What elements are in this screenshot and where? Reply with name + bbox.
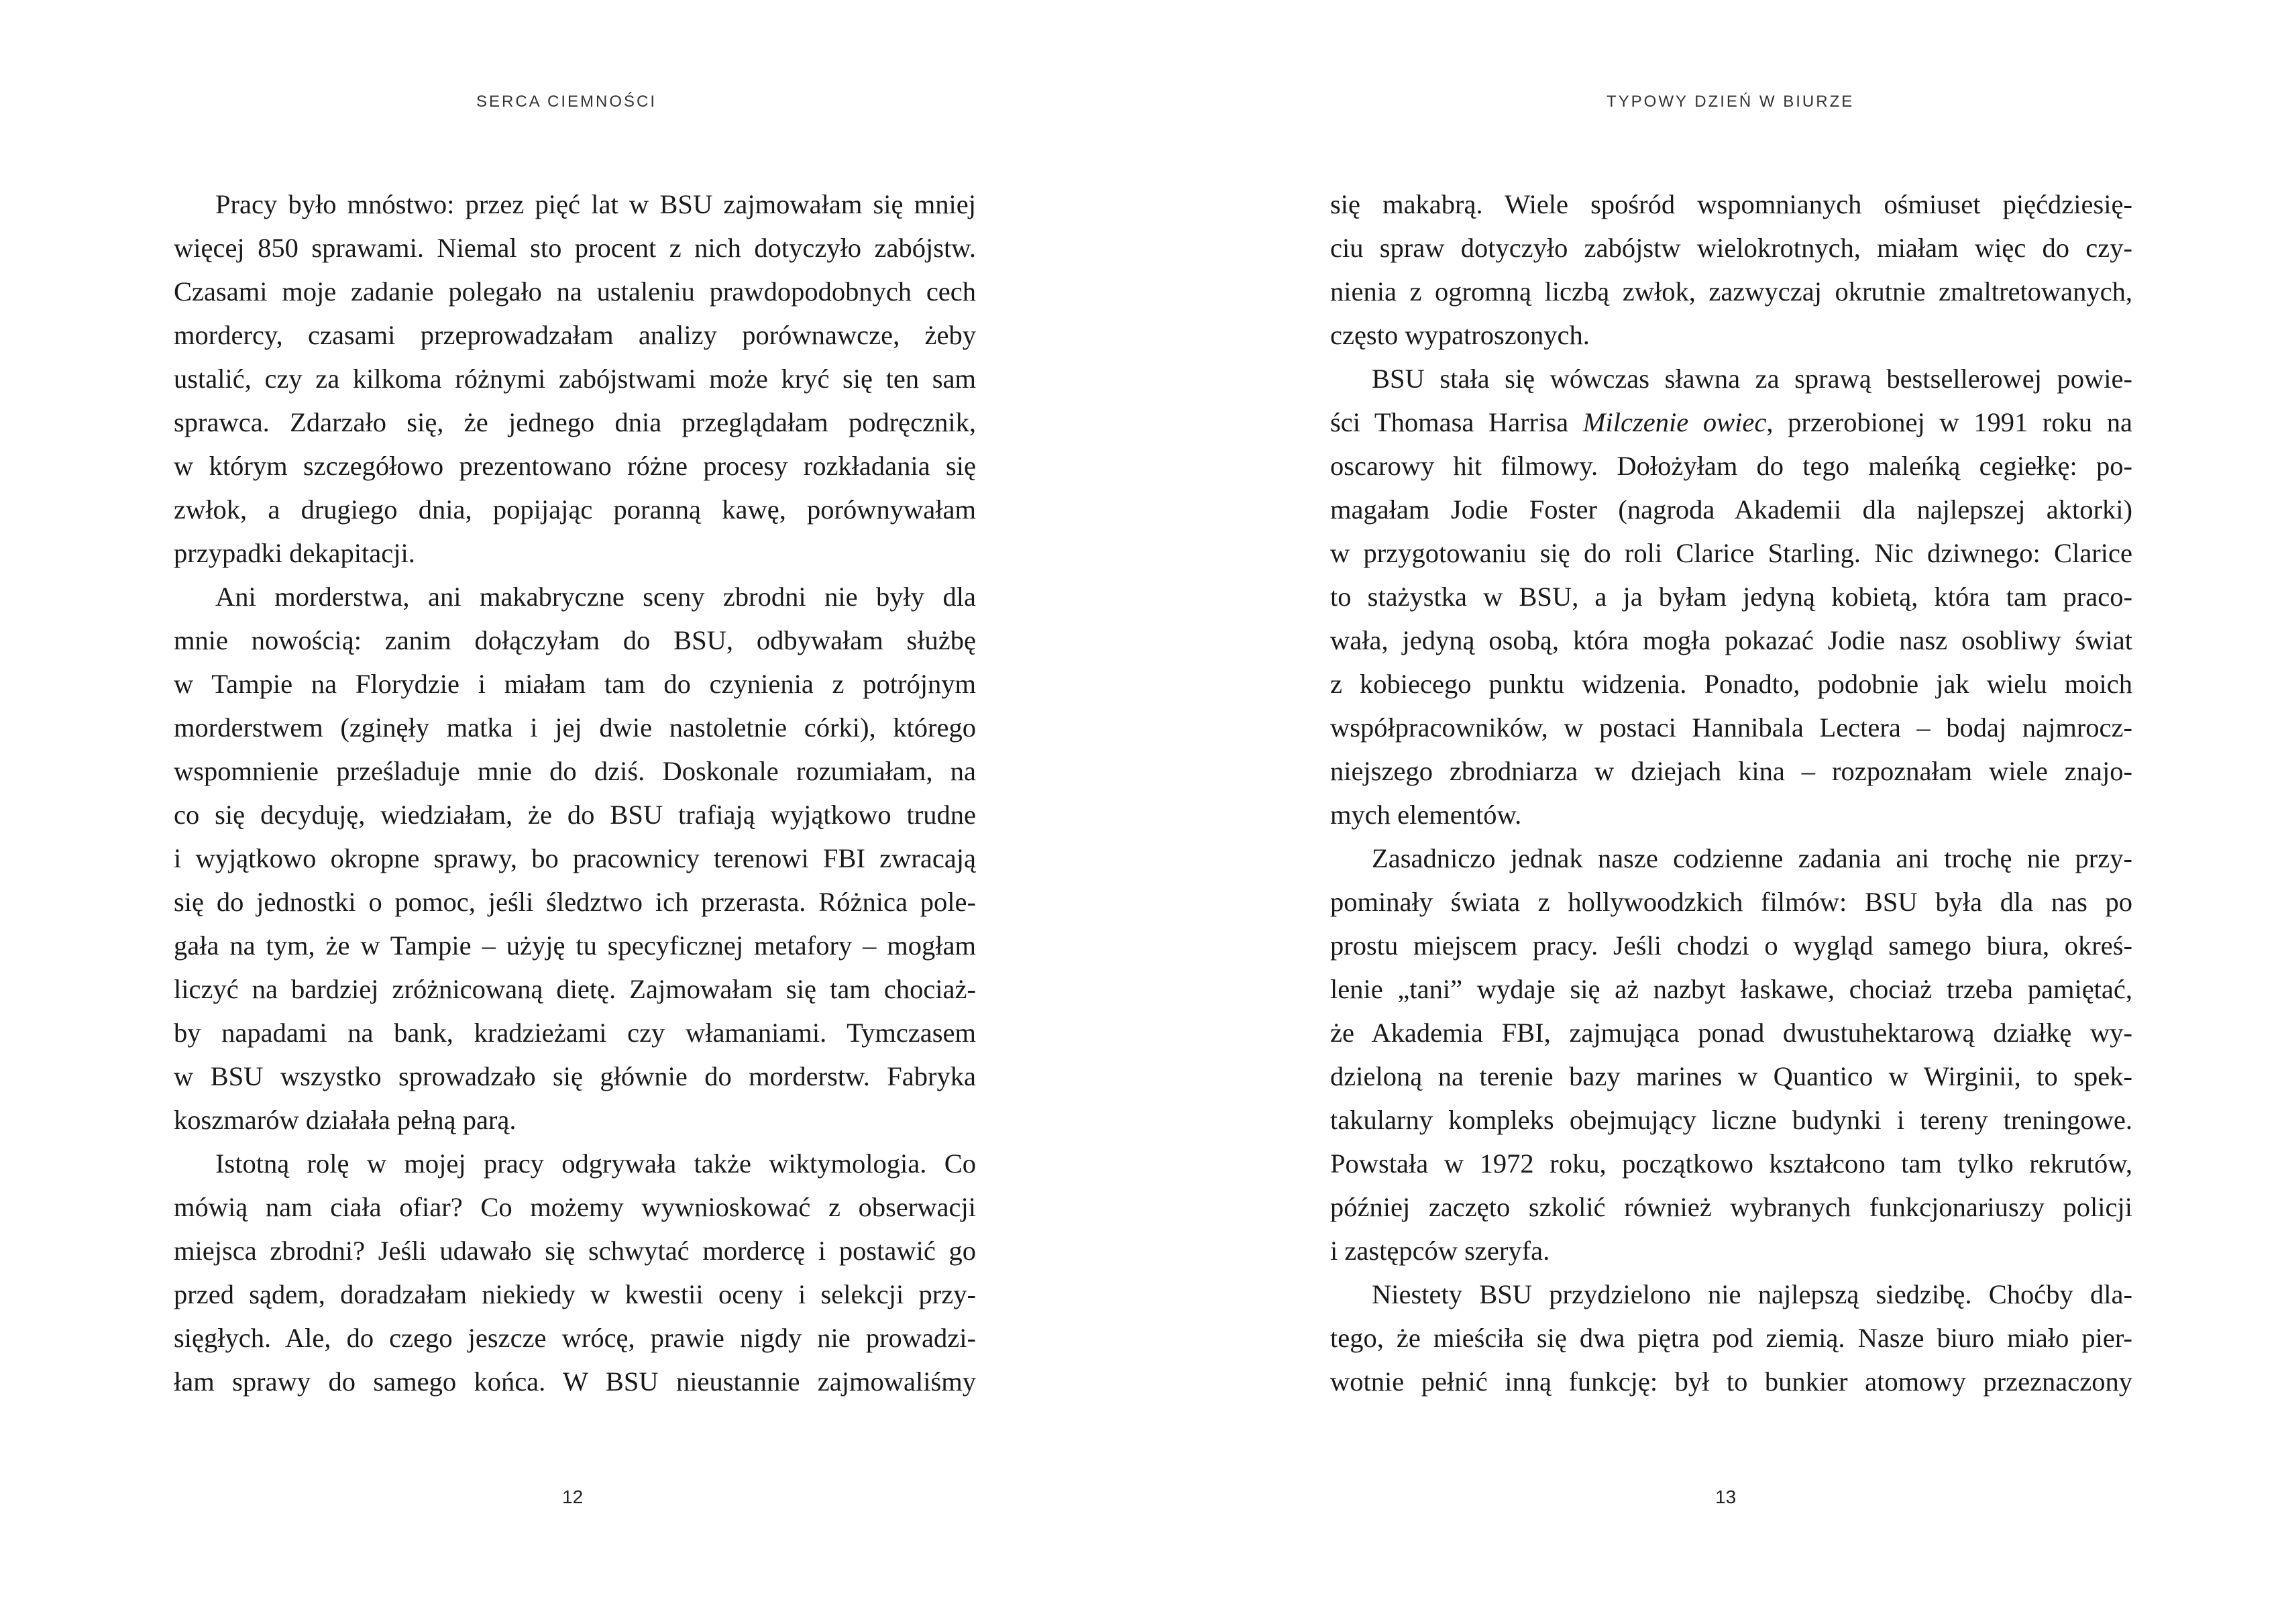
page-number-left: 12: [562, 1486, 584, 1507]
text-line: mych elementów.: [1330, 800, 1522, 830]
text-line: później zaczęto szkolić również wybranych funkcjonariuszy policji: [1330, 1192, 2132, 1222]
text-line: prostu miejscem pracy. Jeśli chodzi o wygląd samego biura, okreś-: [1330, 930, 2132, 961]
text-line: to stażystka w BSU, a ja byłam jedyną kobietą, która tam praco-: [1330, 582, 2132, 612]
text-line: tego, że mieściła się dwa piętra pod ziemią. Nasze biuro miało pier-: [1330, 1323, 2132, 1353]
text-line: łam sprawy do samego końca. W BSU nieustannie zajmowaliśmy: [174, 1366, 976, 1397]
text-line: Istotną rolę w mojej pracy odgrywała także wiktymologia. Co: [215, 1148, 976, 1179]
running-head-left: SERCA CIEMNOŚCI: [476, 93, 657, 111]
text-segment: ści Thomasa Harrisa: [1330, 407, 1583, 437]
text-line: BSU stała się wówczas sławna za sprawą bestsellerowej powie-: [1372, 364, 2132, 394]
text-line: co się decyduję, wiedziałam, że do BSU trafiają wyjątkowo trudne: [174, 800, 976, 830]
text-line: często wypatroszonych.: [1330, 320, 1590, 350]
book-title-italic: Milczenie owiec: [1582, 407, 1767, 437]
text-line: Niestety BSU przydzielono nie najlepszą siedzibę. Choćby dla-: [1372, 1279, 2132, 1309]
text-line: ustalić, czy za kilkoma różnymi zabójstwami może kryć się ten sam: [174, 364, 976, 394]
body-text-left: [174, 182, 976, 1403]
text-line: mordercy, czasami przeprowadzałam analizy porównawcze, żeby: [174, 320, 976, 350]
text-line: i wyjątkowo okropne sprawy, bo pracownicy terenowi FBI zwracają: [174, 843, 976, 873]
text-line: [1330, 400, 2132, 444]
text-line: lenie „tani” wydaje się aż nazbyt łaskawe, chociaż trzeba pamiętać,: [1330, 974, 2132, 1004]
text-segment: , przerobionej w 1991 roku na: [1766, 407, 2132, 437]
text-line: Ani morderstwa, ani makabryczne sceny zbrodni nie były dla: [215, 582, 976, 612]
text-line: w przygotowaniu się do roli Clarice Starling. Nic dziwnego: Clarice: [1330, 538, 2132, 568]
text-line: pominały świata z hollywoodzkich filmów: BSU była dla nas po: [1330, 887, 2132, 917]
text-line: Zasadniczo jednak nasze codzienne zadania ani trochę nie przy-: [1372, 843, 2132, 873]
text-line: się do jednostki o pomoc, jeśli śledztwo ich przerasta. Różnica pole-: [174, 887, 976, 917]
text-line: gała na tym, że w Tampie – użyję tu specyficznej metafory – mogłam: [174, 930, 976, 961]
text-line: Pracy było mnóstwo: przez pięć lat w BSU zajmowałam się mniej: [215, 189, 976, 219]
text-line: mówią nam ciała ofiar? Co możemy wywnioskować z obserwacji: [174, 1192, 976, 1222]
text-line: w którym szczegółowo prezentowano różne procesy rozkładania się: [174, 451, 976, 481]
text-line: w BSU wszystko sprowadzało się głównie do morderstw. Fabryka: [174, 1061, 976, 1091]
text-line: i zastępców szeryfa.: [1330, 1236, 1550, 1266]
text-line: przypadki dekapitacji.: [174, 538, 415, 568]
text-line: nienia z ogromną liczbą zwłok, zazwyczaj okrutnie zmaltretowanych,: [1330, 276, 2132, 307]
text-line: oscarowy hit filmowy. Dołożyłam do tego maleńką cegiełkę: po-: [1330, 451, 2132, 481]
text-line: się makabrą. Wiele spośród wspomnianych ośmiuset pięćdziesię-: [1330, 189, 2132, 219]
body-text-right: [1330, 182, 2132, 1403]
text-line: dzieloną na terenie bazy marines w Quantico w Wirginii, to spek-: [1330, 1061, 2132, 1091]
running-head-right: TYPOWY DZIEŃ W BIURZE: [1607, 93, 1855, 111]
text-line: ciu spraw dotyczyło zabójstw wielokrotnych, miałam więc do czy-: [1330, 233, 2132, 263]
text-line: takularny kompleks obejmujący liczne budynki i tereny treningowe.: [1330, 1105, 2132, 1135]
text-line: więcej 850 sprawami. Niemal sto procent z nich dotyczyło zabójstw.: [174, 233, 976, 263]
page-number-right: 13: [1715, 1486, 1737, 1507]
text-line: sięgłych. Ale, do czego jeszcze wrócę, prawie nigdy nie prowadzi-: [174, 1323, 976, 1353]
text-line: Czasami moje zadanie polegało na ustaleniu prawdopodobnych cech: [174, 276, 976, 307]
text-line: wotnie pełnić inną funkcję: był to bunkier atomowy przeznaczony: [1330, 1366, 2132, 1397]
text-line: wspomnienie prześladuje mnie do dziś. Doskonale rozumiałam, na: [174, 756, 976, 786]
text-line: mnie nowością: zanim dołączyłam do BSU, odbywałam służbę: [174, 625, 976, 655]
text-line: magałam Jodie Foster (nagroda Akademii dla najlepszej aktorki): [1330, 494, 2132, 525]
text-line: z kobiecego punktu widzenia. Ponadto, podobnie jak wielu moich: [1330, 669, 2132, 699]
text-line: współpracowników, w postaci Hannibala Lectera – bodaj najmrocz-: [1330, 712, 2132, 743]
text-line: zwłok, a drugiego dnia, popijając poranną kawę, porównywałam: [174, 494, 976, 525]
text-line: wała, jedyną osobą, która mogła pokazać Jodie nasz osobliwy świat: [1330, 625, 2132, 655]
text-line: morderstwem (zginęły matka i jej dwie nastoletnie córki), którego: [174, 712, 976, 743]
text-line: przed sądem, doradzałam niekiedy w kwestii oceny i selekcji przy-: [174, 1279, 976, 1309]
text-line: sprawca. Zdarzało się, że jednego dnia przeglądałam podręcznik,: [174, 407, 976, 437]
text-line: koszmarów działała pełną parą.: [174, 1105, 517, 1135]
text-line: w Tampie na Florydzie i miałam tam do czynienia z potrójnym: [174, 669, 976, 699]
text-line: miejsca zbrodni? Jeśli udawało się schwytać mordercę i postawić go: [174, 1236, 976, 1266]
text-line: by napadami na bank, kradzieżami czy włamaniami. Tymczasem: [174, 1018, 976, 1048]
text-line: że Akademia FBI, zajmująca ponad dwustuhektarową działkę wy-: [1330, 1018, 2132, 1048]
right-page: [1141, 0, 2282, 1624]
text-line: liczyć na bardziej zróżnicowaną dietę. Zajmowałam się tam chociaż-: [174, 974, 976, 1004]
text-line: Powstała w 1972 roku, początkowo kształcono tam tylko rekrutów,: [1330, 1148, 2132, 1179]
text-line: niejszego zbrodniarza w dziejach kina – rozpoznałam wiele znajo-: [1330, 756, 2132, 786]
